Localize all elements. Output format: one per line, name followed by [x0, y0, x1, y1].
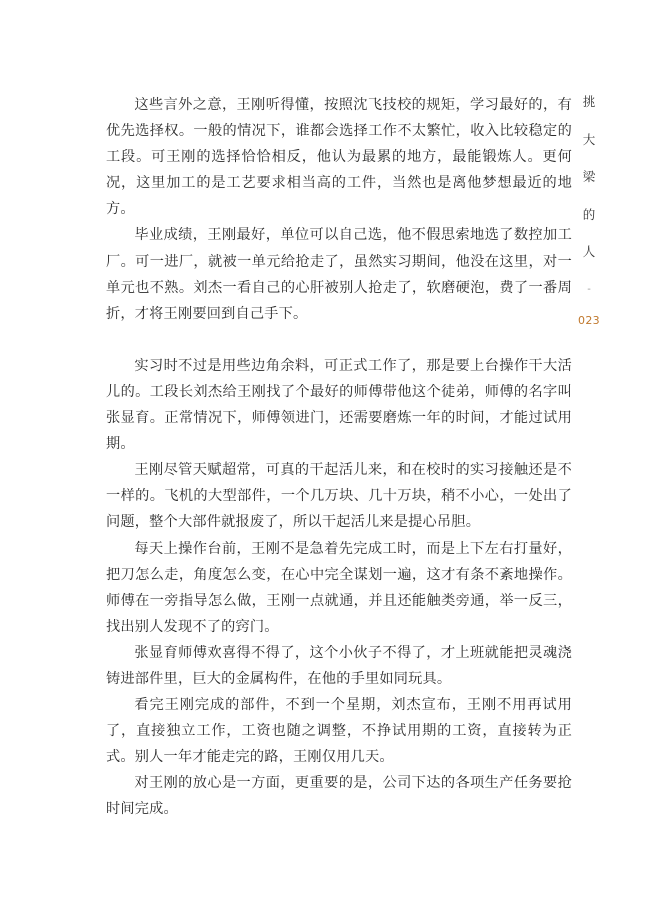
body-text	[106, 92, 572, 823]
header-title-char: 人	[582, 244, 596, 259]
paragraph: 这些言外之意，王刚听得懂，按照沈飞技校的规矩，学习最好的，有优先选择权。一般的情况下，谁都会选择工作不太繁忙，收入比较稳定的工段。可王刚的选择恰恰相反，他认为最累的地方，最能锻炼人。更何况，这里加工的是工艺要求相当高的工件，当然也是离他梦想最近的地方。	[106, 97, 572, 218]
paragraph: 实习时不过是用些边角余料，可正式工作了，那是要上台操作干大活儿的。工段长刘杰给王刚找了个最好的师傅带他这个徒弟，师傅的名字叫张显育。正常情况下，师傅领进门，还需要磨炼一年的时间，才能过试用期。	[106, 357, 572, 453]
paragraph: 看完王刚完成的部件，不到一个星期，刘杰宣布，王刚不用再试用了，直接独立工作，工资也随之调整，不挣试用期的工资，直接转为正式。别人一年才能走完的路，王刚仅用几天。	[106, 697, 572, 766]
running-header	[574, 95, 604, 327]
header-title-char: 梁	[582, 169, 596, 184]
paragraph: 每天上操作台前，王刚不是急着先完成工时，而是上下左右打量好，把刀怎么走，角度怎么变，在心中完全谋划一遍，这才有条不紊地操作。师傅在一旁指导怎么做，王刚一点就通，并且还能触类旁通，举一反三，找出别人发现不了的窍门。	[106, 540, 572, 635]
paragraph: 毕业成绩，王刚最好，单位可以自己选，他不假思索地选了数控加工厂。可一进厂，就被一单元给抢走了，虽然实习期间，他没在这里，对一单元也不熟。刘杰一看自己的心肝被别人抢走了，软磨硬泡，费了一番周折，才将王刚要回到自己手下。	[106, 227, 572, 322]
paragraph: 王刚尽管天赋超常，可真的干起活儿来，和在校时的实习接触还是不一样的。飞机的大型部件，一个几万块、几十万块，稍不小心，一处出了问题，整个大部件就报废了，所以干起活儿来是提心吊胆。	[106, 462, 572, 531]
page-number: 023	[578, 313, 600, 327]
paragraph: 对王刚的放心是一方面，更重要的是，公司下达的各项生产任务要抢时间完成。	[106, 775, 572, 818]
header-title-char: 的	[582, 206, 596, 222]
header-title-char: 大	[582, 131, 596, 147]
header-separator: -	[587, 283, 591, 295]
header-title-char: 挑	[582, 94, 596, 109]
paragraph: 张显育师傅欢喜得不得了，这个小伙子不得了，才上班就能把灵魂浇铸进部件里，巨大的金属构件，在他的手里如同玩具。	[106, 644, 572, 687]
